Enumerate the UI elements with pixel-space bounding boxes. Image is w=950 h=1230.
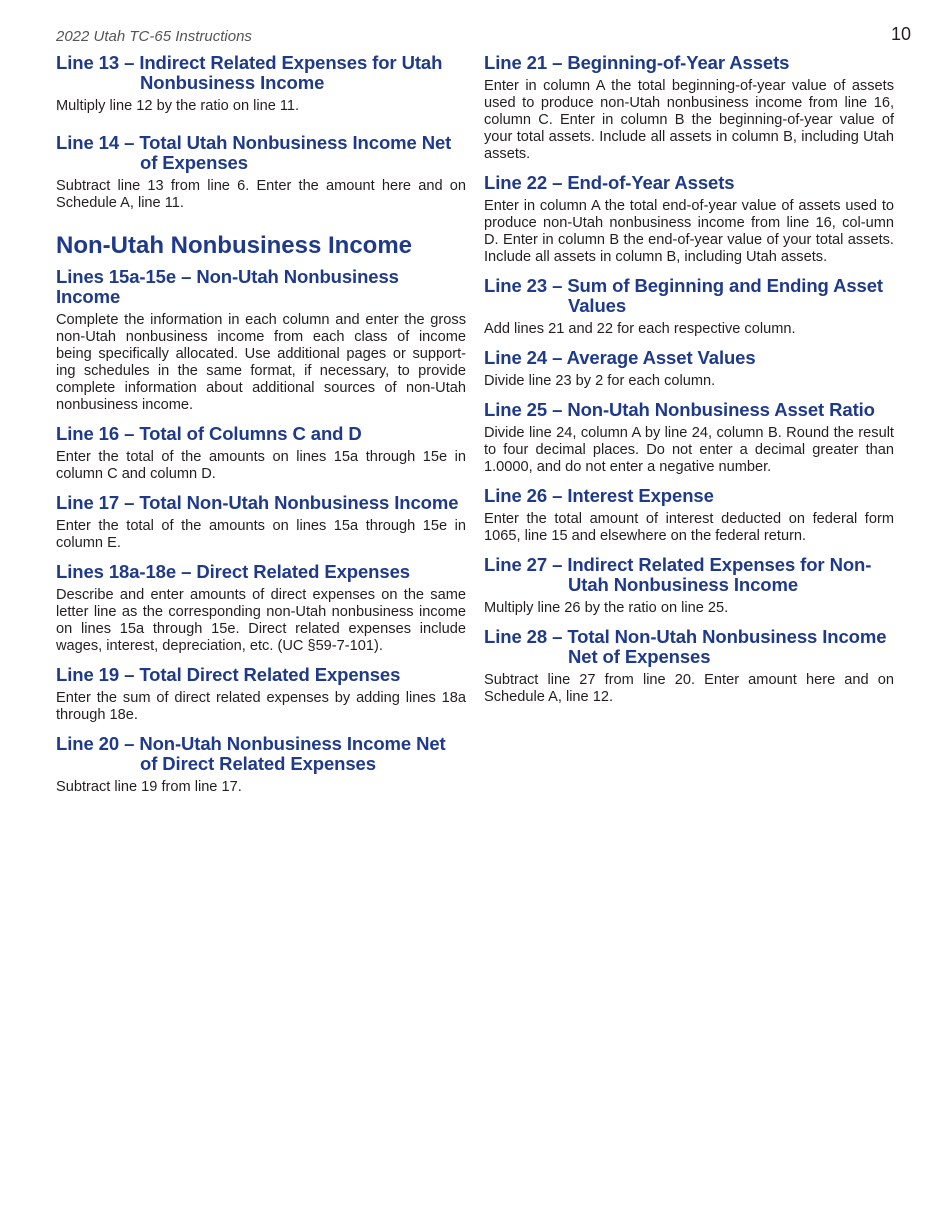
section-line-23 (484, 276, 894, 338)
section-text: Subtract line 13 from line 6. Enter the amount here and on Schedule A, line 11. (56, 178, 466, 211)
section-heading: Lines 15a-15e – Non-Utah Nonbusiness Income (56, 266, 399, 307)
section-line-26 (484, 486, 894, 545)
section-text: Enter in column A the total end-of-year value of assets used to produce non-Utah nonbusiness income from line 16, col-umn D. Enter in column B the end-of-year value of your total assets. Include all assets in column B, including Utah assets. (484, 198, 894, 265)
section-text: Divide line 24, column A by line 24, column B. Round the result to four decimal places. Do not enter a decimal greater than 1.0000, and do not enter a negative number. (484, 425, 894, 475)
section-lines-15a-15e (56, 267, 466, 414)
page-number: 10 (890, 24, 911, 44)
section-line-24 (484, 348, 894, 390)
section-line-27 (484, 555, 894, 617)
section-line-22 (484, 173, 894, 266)
left-column (56, 53, 466, 796)
section-line-13 (56, 53, 466, 115)
section-text: Subtract line 27 from line 20. Enter amount here and on Schedule A, line 12. (484, 672, 894, 705)
running-header: 2022 Utah TC-65 Instructions (56, 28, 252, 45)
section-text: Add lines 21 and 22 for each respective column. (484, 321, 796, 337)
section-text: Enter in column A the total beginning-of-year value of assets used to produce non-Utah nonbusiness income from line 16, column C. Enter in column B the beginning-of-year value of your total assets. Include all assets in column B, including Utah assets. (484, 78, 894, 162)
section-heading: Line 17 – Total Non-Utah Nonbusiness Income (56, 492, 459, 513)
section-heading: Line 19 – Total Direct Related Expenses (56, 664, 401, 685)
section-heading: Line 16 – Total of Columns C and D (56, 423, 362, 444)
section-text: Enter the sum of direct related expenses by adding lines 18a through 18e. (56, 690, 466, 723)
section-text: Subtract line 19 from line 17. (56, 779, 242, 795)
section-text: Multiply line 26 by the ratio on line 25. (484, 600, 729, 616)
section-heading: Line 20 – Non-Utah Nonbusiness Income Net of Direct Related Expenses (56, 733, 446, 774)
section-text: Describe and enter amounts of direct expenses on the same letter line as the corresponding non-Utah nonbusiness income on lines 15a through 15e. Direct related expenses include wages, interest, depreciation, etc. (UC §59-7-101). (56, 587, 466, 654)
section-heading: Line 28 – Total Non-Utah Nonbusiness Income Net of Expenses (484, 626, 887, 667)
section-line-28 (484, 627, 894, 706)
section-line-14 (56, 133, 466, 212)
section-heading: Line 25 – Non-Utah Nonbusiness Asset Ratio (484, 399, 875, 420)
section-heading: Line 21 – Beginning-of-Year Assets (484, 52, 790, 73)
section-text: Multiply line 12 by the ratio on line 11. (56, 98, 300, 114)
section-text: Complete the information in each column and enter the gross non-Utah nonbusiness income from each class of income being specifically allocated. Use additional pages or support-ing schedules in the same format, if necessary, to provide complete information about additional sources of non-Utah nonbusiness income. (56, 312, 466, 413)
section-text: Divide line 23 by 2 for each column. (484, 373, 716, 389)
section-line-25 (484, 400, 894, 476)
section-line-19 (56, 665, 466, 724)
section-text: Enter the total amount of interest deducted on federal form 1065, line 15 and elsewhere on the federal return. (484, 511, 894, 544)
major-heading: Non-Utah Nonbusiness Income (56, 232, 413, 259)
section-heading: Lines 18a-18e – Direct Related Expenses (56, 561, 410, 582)
section-line-16 (56, 424, 466, 483)
section-heading: Line 14 – Total Utah Nonbusiness Income Net of Expenses (56, 132, 452, 173)
section-lines-18a-18e (56, 562, 466, 655)
section-text: Enter the total of the amounts on lines 15a through 15e in column E. (56, 518, 466, 551)
section-line-21 (484, 53, 894, 163)
section-text: Enter the total of the amounts on lines 15a through 15e in column C and column D. (56, 449, 466, 482)
section-heading: Line 26 – Interest Expense (484, 485, 714, 506)
section-line-20 (56, 734, 466, 796)
section-heading: Line 13 – Indirect Related Expenses for Utah Nonbusiness Income (56, 52, 443, 93)
section-heading: Line 23 – Sum of Beginning and Ending Asset Values (484, 275, 883, 316)
section-heading: Line 27 – Indirect Related Expenses for Non-Utah Nonbusiness Income (484, 554, 872, 595)
section-heading: Line 24 – Average Asset Values (484, 347, 756, 368)
section-line-17 (56, 493, 466, 552)
right-column (484, 53, 894, 706)
section-heading: Line 22 – End-of-Year Assets (484, 172, 735, 193)
